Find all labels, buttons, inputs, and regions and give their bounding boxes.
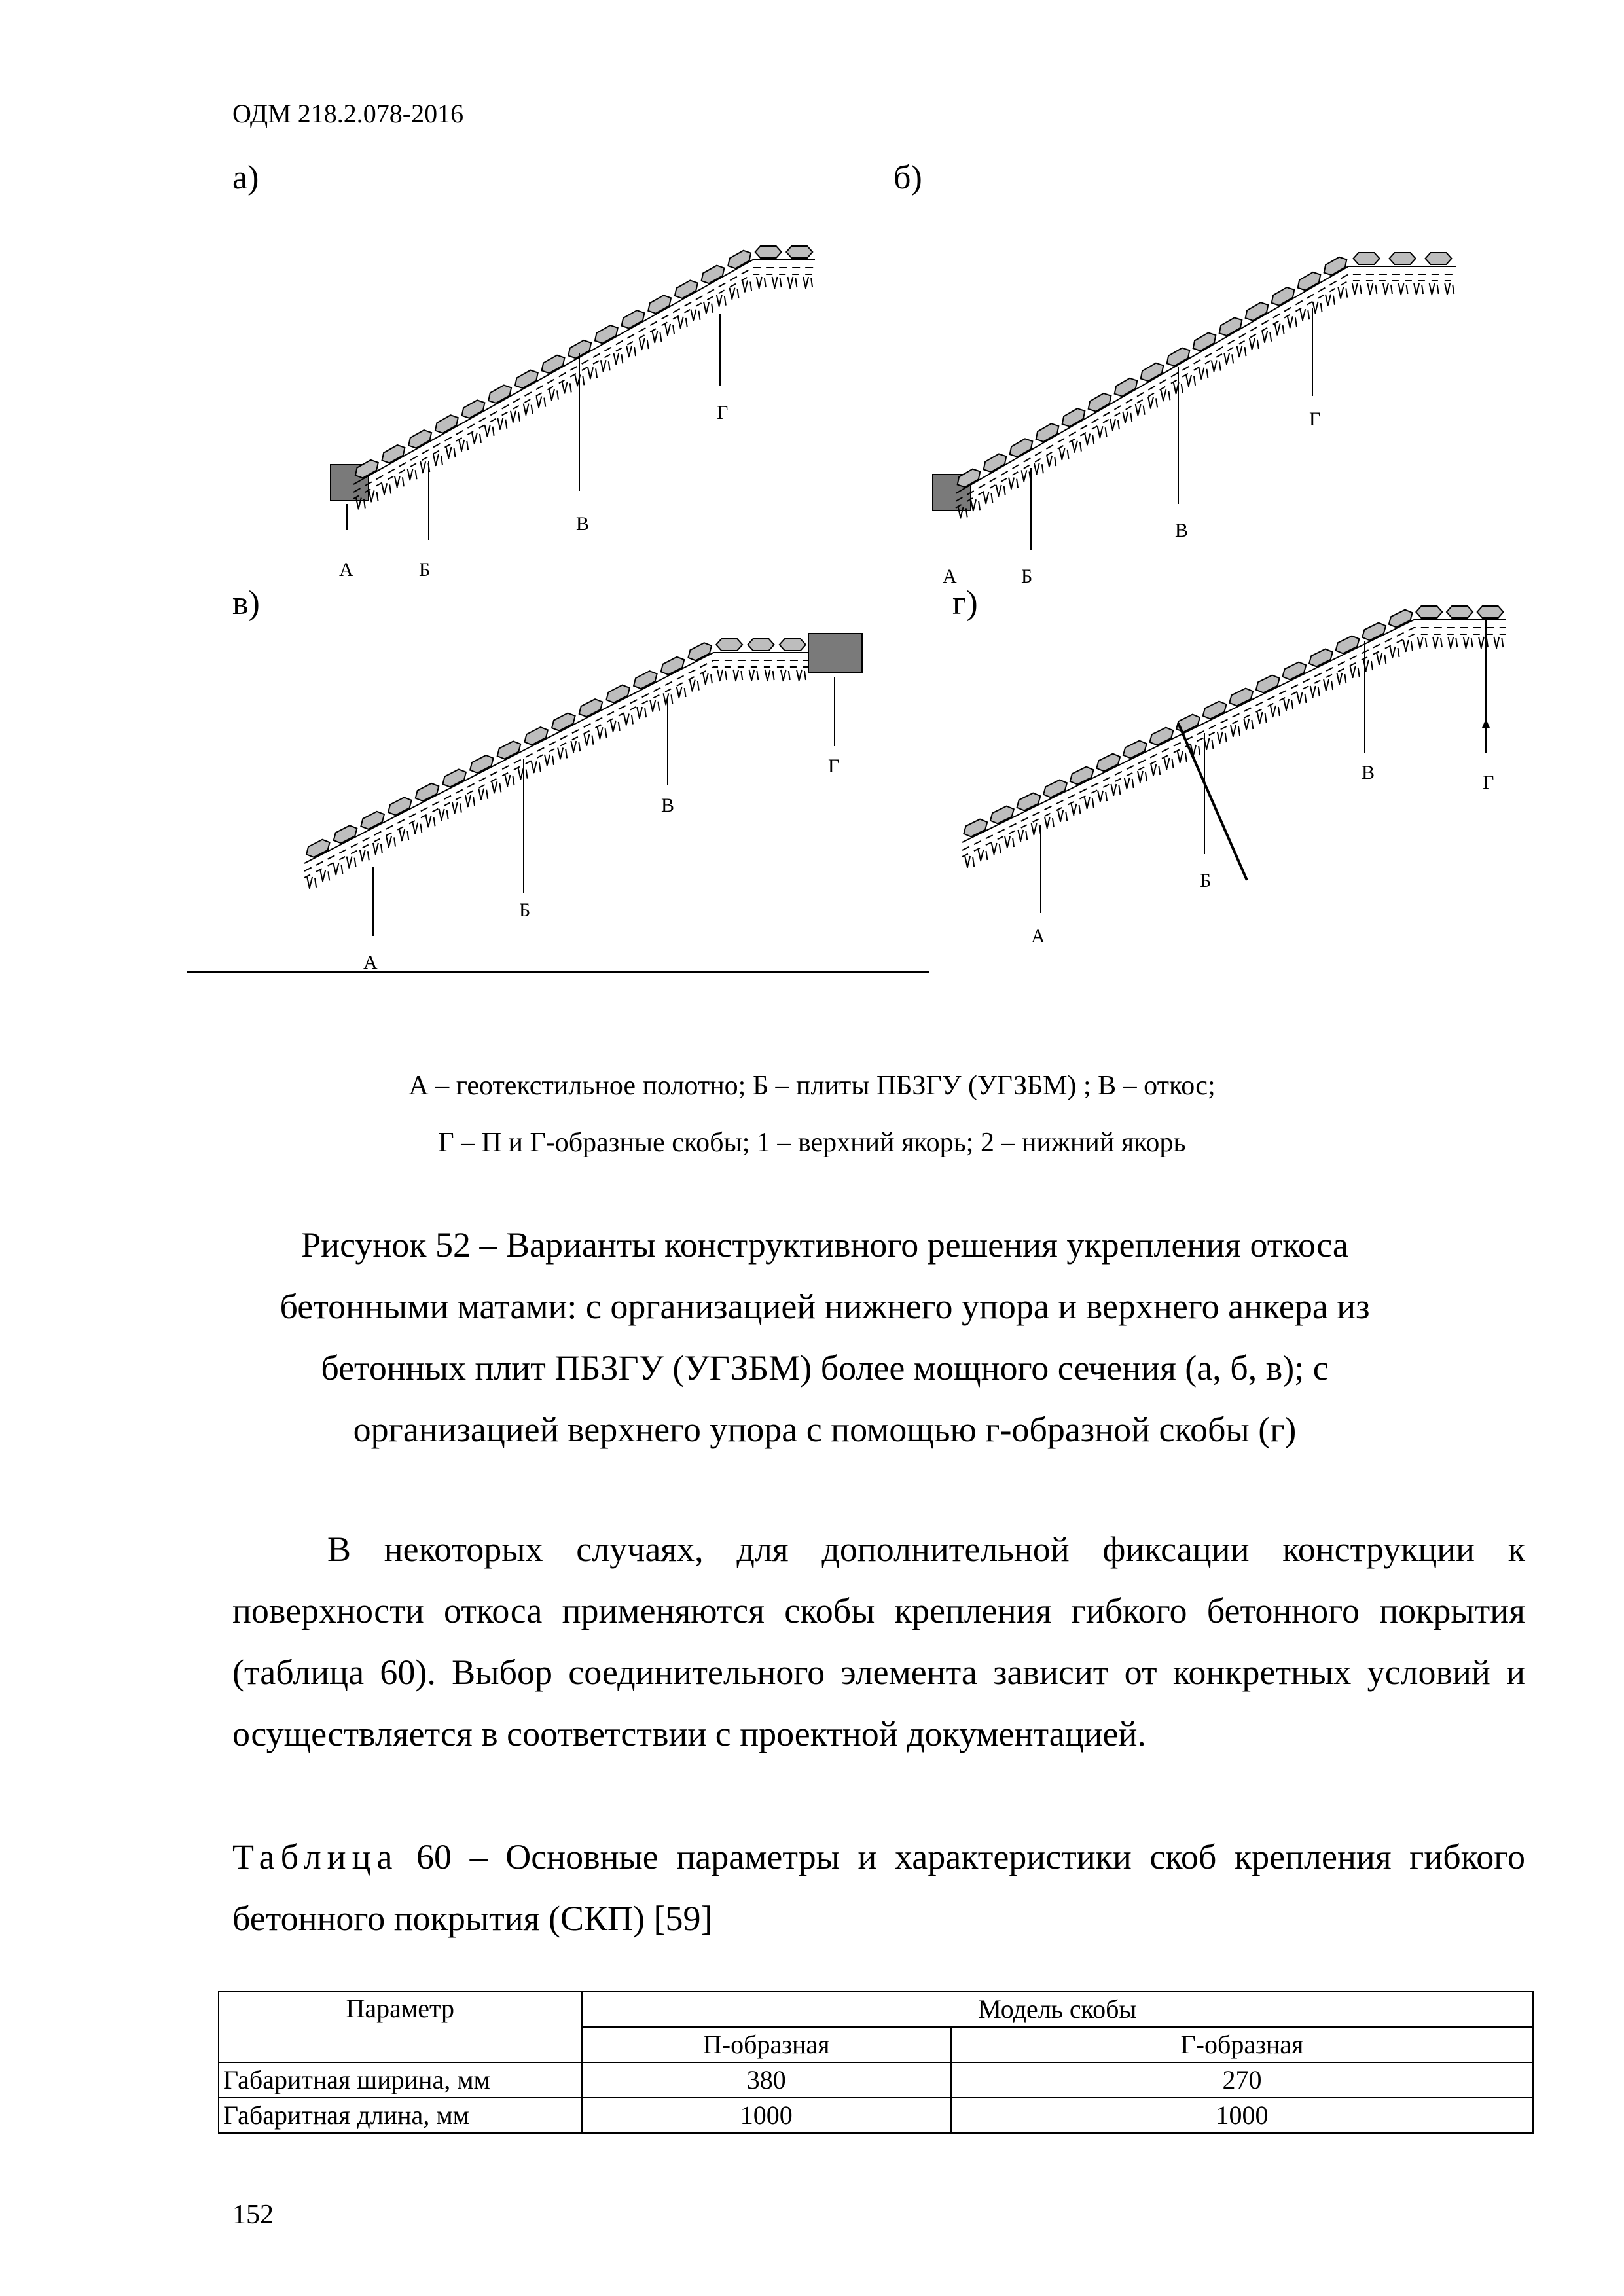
panel-b-drawing (933, 253, 1456, 587)
row-p-value: 380 (582, 2062, 951, 2098)
panel-label-v: в) (232, 584, 260, 622)
table-title (232, 1826, 1525, 1949)
header-g-shaped: Г-образная (951, 2027, 1533, 2062)
callout-b-G: Г (1309, 408, 1321, 430)
callout-g-B: Б (1200, 870, 1212, 891)
callout-g-G: Г (1483, 772, 1494, 793)
callout-b-A: А (943, 565, 957, 587)
panel-g-drawing (961, 606, 1506, 947)
row-param: Габаритная длина, мм (219, 2098, 582, 2133)
table-title-prefix: Таблица (232, 1837, 399, 1876)
panel-v-drawing (187, 634, 929, 973)
parameters-table (218, 1991, 1534, 2134)
document-code: ОДМ 218.2.078-2016 (232, 99, 464, 128)
callout-v-A: А (363, 952, 378, 973)
table-row (219, 2098, 1533, 2133)
upper-anchor-block (808, 634, 862, 673)
header-param: Параметр (219, 1992, 582, 2062)
row-g-value: 270 (951, 2062, 1533, 2098)
callout-v-V: В (661, 795, 675, 816)
callout-v-B: Б (519, 899, 531, 921)
table-title-text: 60 – Основные параметры и характеристики скоб крепления гибкого бетонного покрытия (СКП) [59] (232, 1837, 1525, 1938)
slope-reinforcement-figure (0, 0, 1624, 1021)
panel-label-g: г) (952, 584, 978, 622)
header-model: Модель скобы (582, 1992, 1533, 2027)
row-p-value: 1000 (582, 2098, 951, 2133)
callout-b-B: Б (1021, 565, 1033, 587)
row-param: Габаритная ширина, мм (219, 2062, 582, 2098)
callout-a-B: Б (419, 559, 431, 581)
callout-a-A: А (339, 559, 353, 581)
row-g-value: 1000 (951, 2098, 1533, 2133)
panel-label-b: б) (893, 159, 922, 196)
figure-legend-line-2: Г – П и Г-образные скобы; 1 – верхний якорь; 2 – нижний якорь (438, 1128, 1186, 1158)
page-number: 152 (232, 2200, 274, 2230)
table-row (219, 2062, 1533, 2098)
callout-g-V: В (1362, 762, 1375, 783)
table-header-row (219, 1992, 1533, 2027)
callout-v-G: Г (828, 755, 840, 777)
callout-a-V: В (576, 513, 590, 535)
figure-caption: Рисунок 52 – Варианты конструктивного решения укрепления откоса бетонными матами: с организацией нижнего упора и верхнего анкера из бетонных плит ПБЗГУ (УГЗБМ) более мощного сечения (а, б, в); с организацией верхнего упора с помощью г-образной скобы (г) (280, 1225, 1370, 1449)
panel-a-drawing (331, 246, 815, 581)
callout-b-V: В (1175, 520, 1189, 541)
callout-a-G: Г (717, 402, 729, 423)
callout-g-A: А (1031, 925, 1045, 947)
body-paragraph: В некоторых случаях, для дополнительной фиксации конструкции к поверхности откоса применяются скобы крепления гибкого бетонного покрытия (таблица 60). Выбор соединительного элемента зависит от конкретных условий и осуществляется в соответствии с проектной документацией. (232, 1530, 1525, 1753)
header-p-shaped: П-образная (582, 2027, 951, 2062)
panel-label-a: а) (232, 159, 259, 196)
figure-legend-line-1: А – геотекстильное полотно; Б – плиты ПБЗГУ (УГЗБМ) ; В – откос; (408, 1071, 1216, 1101)
